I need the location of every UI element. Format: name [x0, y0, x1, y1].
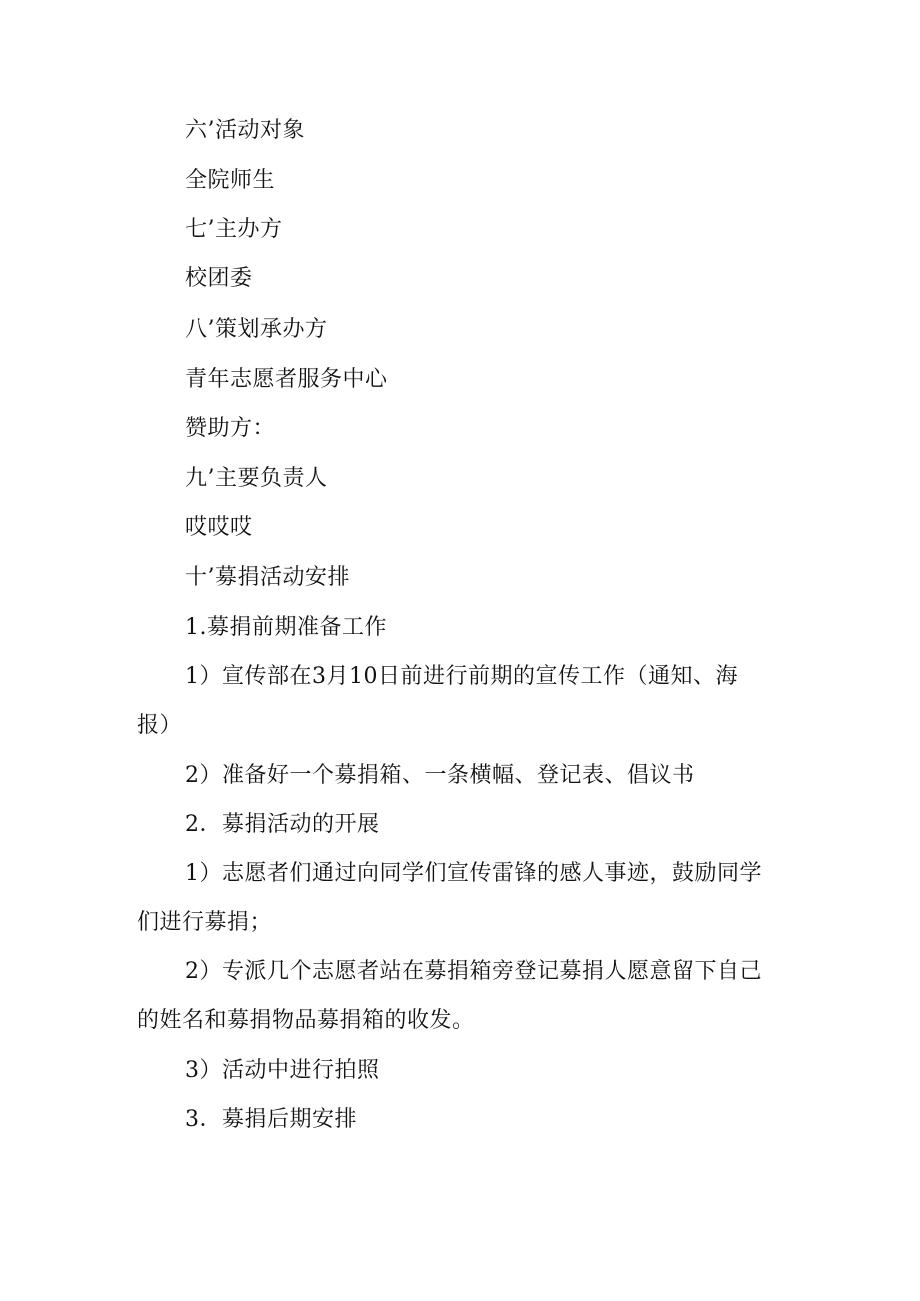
- text-youth-league: 校团委: [185, 266, 253, 291]
- list-item-registration-line2: 的姓名和募捐物品募捐箱的收发。: [137, 1008, 475, 1033]
- list-item-publicity-line2: 报）: [137, 713, 183, 738]
- list-item-volunteers-line1: 1）志愿者们通过向同学们宣传雷锋的感人事迹，鼓励同学: [185, 861, 762, 886]
- text-sponsor: 赞助方：: [185, 416, 276, 441]
- subheading-post-arrangement: 3．募捐后期安排: [185, 1107, 357, 1132]
- list-item-photos: 3）活动中进行拍照: [185, 1058, 380, 1083]
- heading-planning-organizer: 八’策划承办方: [185, 317, 328, 342]
- subheading-activity-conduct: 2．募捐活动的开展: [185, 812, 380, 837]
- list-item-volunteers-line2: 们进行募捐；: [137, 910, 273, 935]
- text-all-staff-students: 全院师生: [185, 168, 276, 193]
- list-item-materials: 2）准备好一个募捐箱、一条横幅、登记表、倡议书: [185, 763, 695, 788]
- heading-organizer: 七’主办方: [185, 217, 283, 242]
- list-item-registration-line1: 2）专派几个志愿者站在募捐箱旁登记募捐人愿意留下自己: [185, 959, 762, 984]
- heading-donation-arrangement: 十’募捐活动安排: [185, 565, 350, 590]
- heading-main-person: 九’主要负责人: [185, 466, 328, 491]
- heading-activity-target: 六’活动对象: [185, 118, 305, 143]
- subheading-preparation: 1.募捐前期准备工作: [185, 615, 387, 640]
- text-person-name: 哎哎哎: [185, 515, 253, 540]
- text-volunteer-center: 青年志愿者服务中心: [185, 367, 388, 392]
- list-item-publicity-line1: 1）宣传部在3月10日前进行前期的宣传工作（通知、海: [185, 664, 738, 689]
